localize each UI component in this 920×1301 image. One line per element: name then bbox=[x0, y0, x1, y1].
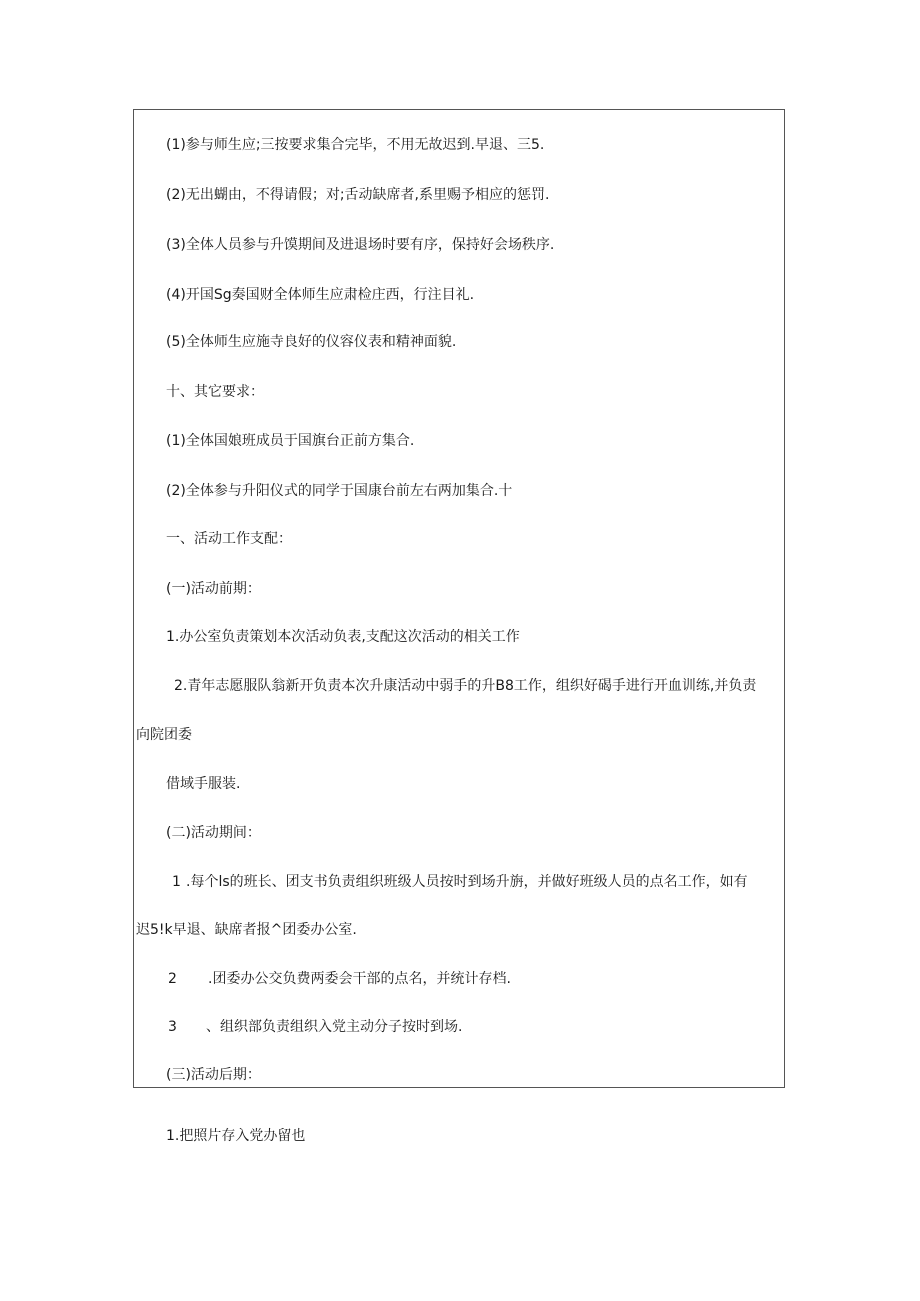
requirement-item-1: (1)全体国娘班成员于国旗台正前方集合. bbox=[166, 433, 415, 449]
rule-item-2: (2)无出蝴由，不得请假；对;舌动缺席者,系里赐予相应的惩罚. bbox=[166, 187, 550, 203]
during-item-3-text: 、组织部负责组织入党主动分子按时到场. bbox=[206, 1019, 463, 1035]
during-item-2-text: .团委办公交负费两委会干部的点名，并统计存档. bbox=[208, 971, 511, 987]
during-item-3-number: 3 bbox=[168, 1019, 177, 1035]
rule-item-5: (5)全体师生应施寺良好的仪容仪表和精神面貌. bbox=[166, 334, 457, 350]
subheading-pre-activity: (一)活动前期： bbox=[166, 581, 261, 597]
pre-activity-item-2-continued: 向院团委 bbox=[136, 727, 192, 743]
subheading-during-activity: (二)活动期间： bbox=[166, 825, 261, 841]
pre-activity-item-2: 2.青年志愿服队翁新开负责本次升康活动中弱手的升B8工作，组织好碣手进行开血训练,并负责 bbox=[174, 678, 757, 694]
during-item-2-number: 2 bbox=[168, 971, 177, 987]
during-item-1-continued: 迟5!k早退、缺席者报^团委办公室. bbox=[136, 922, 357, 938]
rule-item-3: (3)全体人员参与升馍期间及进退场时要有序，保持好会场秩序. bbox=[166, 237, 555, 253]
requirement-item-2: (2)全体参与升阳仪式的同学于国康台前左右两加集合.十 bbox=[166, 483, 513, 499]
during-item-1-text: .每个ls的班长、团支书负责组织班级人员按时到场升旃，并做好班级人员的点名工作，如有 bbox=[186, 874, 748, 890]
post-activity-item-1: 1.把照片存入党办留也 bbox=[166, 1128, 306, 1144]
rule-item-1: (1)参与师生应;三按要求集合完毕，不用无故迟到.早退、三5. bbox=[166, 137, 545, 153]
content-table-border bbox=[133, 109, 785, 1088]
pre-activity-item-2-end: 借域手服装. bbox=[166, 776, 241, 792]
section-heading-other-requirements: 十、其它要求： bbox=[166, 384, 264, 400]
pre-activity-item-1: 1.办公室负责策划本次活动负表,支配这次活动的相关工作 bbox=[166, 629, 520, 645]
during-item-1-number: 1 bbox=[172, 874, 181, 890]
rule-item-4: (4)开国Sg奏国财全体师生应肃检庄西，行注目礼. bbox=[166, 287, 475, 303]
section-heading-work-arrangement: 一、活动工作支配： bbox=[166, 531, 292, 547]
subheading-post-activity: (三)活动后期： bbox=[166, 1067, 261, 1083]
